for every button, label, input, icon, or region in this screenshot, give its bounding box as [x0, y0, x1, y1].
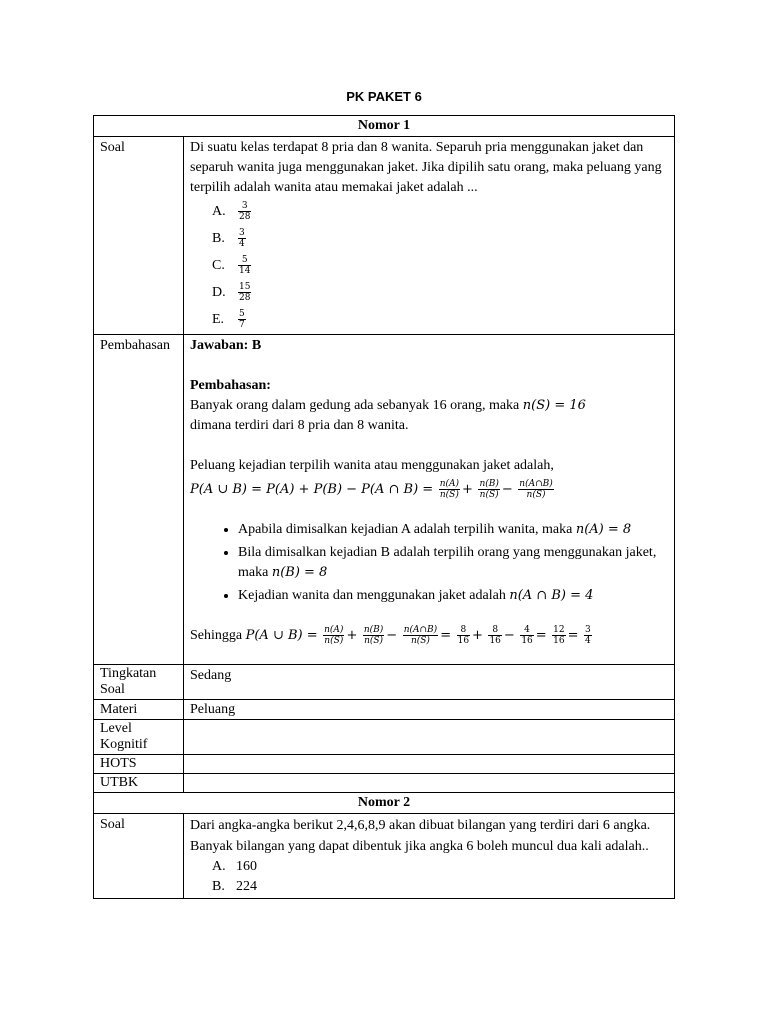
pembahasan-content	[184, 335, 675, 665]
bullet-item: • Bila dimisalkan kejadian B adalah terpilih orang yang menggunakan jaket, maka n(B) = 8	[238, 543, 668, 583]
pembahasan-heading: Pembahasan:	[190, 378, 271, 393]
option-b: B. $\frac{3}{4}$	[212, 228, 245, 250]
options-list	[190, 198, 668, 333]
level-row	[94, 720, 675, 755]
materi-row	[94, 700, 675, 720]
option-b: B. 224	[212, 879, 257, 894]
soal-row-1	[94, 137, 675, 335]
bullet-item: • Apabila dimisalkan kejadian A adalah terpilih wanita, maka n(A) = 8	[238, 520, 668, 540]
formula-main: P(A ∪ B) = P(A) + P(B) − P(A ∩ B) = $\frac{n(A)}{n(S)}$ + $\frac{n(B)}{n(S)}$ − $\frac{n(A\cap B)}{n(S)}$	[190, 479, 553, 501]
soal-label: Soal	[94, 814, 184, 899]
nomor1-heading: Nomor 1	[94, 116, 675, 137]
bullet-item: • Kejadian wanita dan menggunakan jaket adalah n(A ∩ B) = 4	[238, 586, 668, 606]
formula-sehingga: Sehingga P(A ∪ B) = $\frac{n(A)}{n(S)}$ + $\frac{n(B)}{n(S)}$ − $\frac{n(A\cap B)}{n(S)}$ = $\frac{8}{16}$ + $\frac{8}{16}$ − $\frac{4}{16}$ = $\frac{12}{16}$ = $\frac{3}{4}$	[190, 625, 591, 647]
page-title: PK PAKET 6	[346, 89, 422, 104]
paragraph-1: Banyak orang dalam gedung ada sebanyak 16 orang, maka n(S) = 16	[190, 398, 586, 413]
option-d: D. $\frac{15}{28}$	[212, 282, 251, 304]
soal-label: Soal	[94, 137, 184, 335]
utbk-row	[94, 774, 675, 793]
question-table	[93, 115, 675, 899]
soal-content	[184, 814, 675, 899]
utbk-value	[184, 774, 675, 793]
answer-key: Jawaban: B	[190, 338, 262, 353]
tingkatan-row	[94, 665, 675, 700]
paragraph-2: Peluang kejadian terpilih wanita atau menggunakan jaket adalah,	[190, 458, 554, 473]
hots-label: HOTS	[94, 755, 184, 774]
option-a: A. 160	[212, 859, 257, 874]
paragraph-1b: dimana terdiri dari 8 pria dan 8 wanita.	[190, 418, 409, 433]
level-label: Level Kognitif	[94, 720, 184, 755]
pembahasan-label: Pembahasan	[94, 335, 184, 665]
nomor2-heading: Nomor 2	[94, 793, 675, 814]
option-e: E. $\frac{5}{7}$	[212, 309, 245, 331]
materi-label: Materi	[94, 700, 184, 720]
hots-row	[94, 755, 675, 774]
pembahasan-row	[94, 335, 675, 665]
soal-row-2	[94, 814, 675, 899]
tingkatan-label: Tingkatan Soal	[94, 665, 184, 700]
bullet-list	[190, 520, 668, 606]
materi-value: Peluang	[184, 700, 675, 720]
question-text: Dari angka-angka berikut 2,4,6,8,9 akan dibuat bilangan yang terdiri dari 6 angka. Banyak bilangan yang dapat dibentuk jika angka 6 boleh muncul dua kali adalah..	[190, 818, 651, 854]
option-c: C. $\frac{5}{14}$	[212, 255, 251, 277]
options-list	[190, 857, 668, 897]
level-value	[184, 720, 675, 755]
hots-value	[184, 755, 675, 774]
soal-content	[184, 137, 675, 335]
utbk-label: UTBK	[94, 774, 184, 793]
question-text: Di suatu kelas terdapat 8 pria dan 8 wanita. Separuh pria menggunakan jaket dan separuh wanita juga menggunakan jaket. Jika dipilih satu orang, maka peluang yang terpilih adalah wanita atau memakai jaket adalah ...	[190, 140, 662, 195]
option-a: A. $\frac{3}{28}$	[212, 201, 251, 223]
tingkatan-value: Sedang	[184, 665, 675, 700]
